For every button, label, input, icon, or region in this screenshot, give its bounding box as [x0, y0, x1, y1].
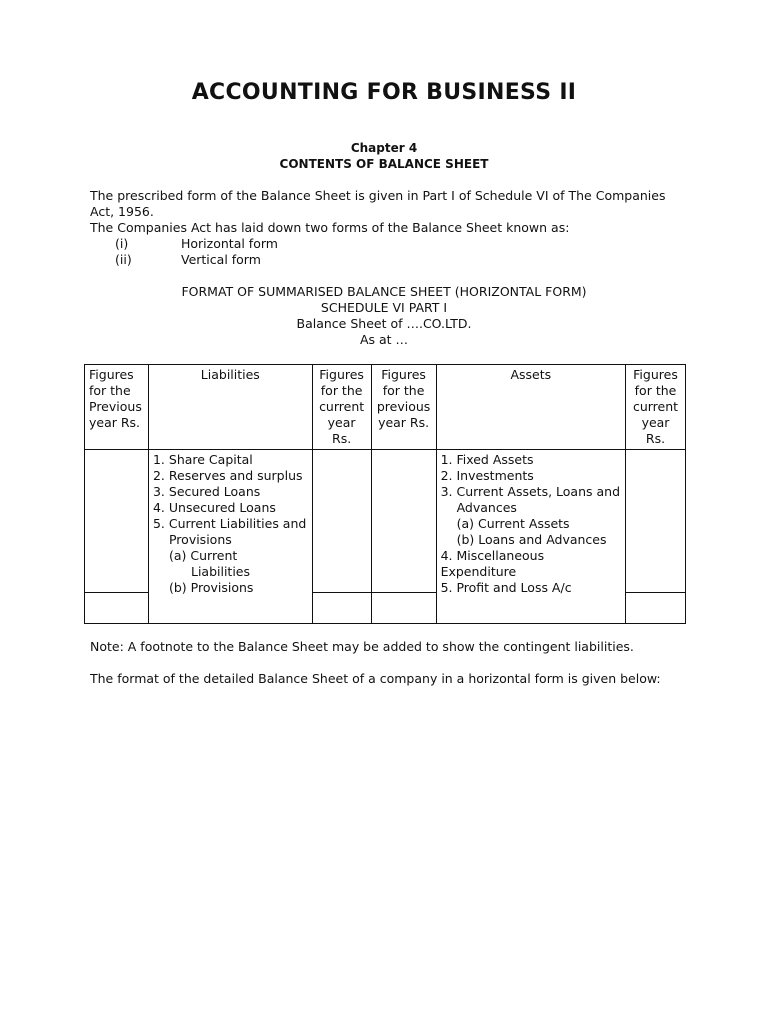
- header-assets: Assets: [436, 365, 625, 450]
- forms-paragraph: The Companies Act has laid down two forms of the Balance Sheet known as:: [90, 220, 570, 235]
- intro-paragraph: The prescribed form of the Balance Sheet is given in Part I of Schedule VI of The Companies Act, 1956.: [90, 188, 666, 219]
- liability-item: 5. Current Liabilities and: [152, 516, 307, 531]
- total-prev-year-assets: [371, 593, 436, 624]
- header-current-year-liabilities: Figures for the current year Rs.: [312, 365, 371, 450]
- format-heading: [0, 284, 768, 348]
- asset-item: 1. Fixed Assets: [440, 452, 534, 467]
- list-label: Horizontal form: [181, 236, 278, 251]
- document-title: ACCOUNTING FOR BUSINESS II: [191, 80, 577, 105]
- asset-item: 3. Current Assets, Loans and: [440, 484, 621, 499]
- list-number: (ii): [115, 252, 132, 267]
- table-row: [85, 450, 686, 593]
- format-date: As at …: [359, 332, 409, 347]
- list-item: [115, 252, 261, 268]
- balance-sheet-table: [84, 364, 686, 624]
- header-prev-year-liabilities: Figures for the Previous year Rs.: [85, 365, 149, 450]
- chapter-number: Chapter 4: [350, 141, 418, 155]
- cell-current-year-liabilities: [312, 450, 371, 593]
- asset-item: 2. Investments: [440, 468, 534, 483]
- liability-subitem: Provisions: [168, 532, 232, 547]
- asset-item: 4. Miscellaneous Expenditure: [440, 548, 545, 579]
- asset-subitem: (b) Loans and Advances: [456, 532, 607, 547]
- asset-item: 5. Profit and Loss A/c: [440, 580, 572, 595]
- liability-item: 1. Share Capital: [152, 452, 253, 467]
- liability-item: 4. Unsecured Loans: [152, 500, 276, 515]
- header-liabilities: Liabilities: [148, 365, 312, 450]
- total-prev-year-liabilities: [85, 593, 149, 624]
- chapter-title: CONTENTS OF BALANCE SHEET: [279, 157, 489, 171]
- liability-subitem: (b) Provisions: [168, 580, 254, 595]
- chapter-heading: [0, 140, 768, 172]
- closing-paragraph: The format of the detailed Balance Sheet of a company in a horizontal form is given below:: [90, 671, 661, 686]
- asset-subitem: (a) Current Assets: [456, 516, 570, 531]
- cell-current-year-assets: [626, 450, 686, 593]
- total-current-year-liabilities: [312, 593, 371, 624]
- table-header-row: [85, 365, 686, 450]
- list-item: [115, 236, 278, 252]
- format-title: FORMAT OF SUMMARISED BALANCE SHEET (HORIZONTAL FORM): [181, 284, 587, 299]
- list-label: Vertical form: [181, 252, 261, 267]
- list-number: (i): [115, 236, 129, 251]
- liabilities-list: [148, 450, 312, 624]
- total-current-year-assets: [626, 593, 686, 624]
- liability-item: 3. Secured Loans: [152, 484, 261, 499]
- cell-prev-year-liabilities: [85, 450, 149, 593]
- liability-subitem: (a) Current: [168, 548, 238, 563]
- liability-item: 2. Reserves and surplus: [152, 468, 303, 483]
- liability-subitem: Liabilities: [190, 564, 251, 579]
- asset-subitem: Advances: [456, 500, 517, 515]
- format-schedule: SCHEDULE VI PART I: [320, 300, 448, 315]
- header-prev-year-assets: Figures for the previous year Rs.: [371, 365, 436, 450]
- format-company: Balance Sheet of ….CO.LTD.: [296, 316, 472, 331]
- assets-list: [436, 450, 625, 624]
- header-current-year-assets: Figures for the current year Rs.: [626, 365, 686, 450]
- cell-prev-year-assets: [371, 450, 436, 593]
- footnote: Note: A footnote to the Balance Sheet may be added to show the contingent liabilities.: [90, 639, 634, 654]
